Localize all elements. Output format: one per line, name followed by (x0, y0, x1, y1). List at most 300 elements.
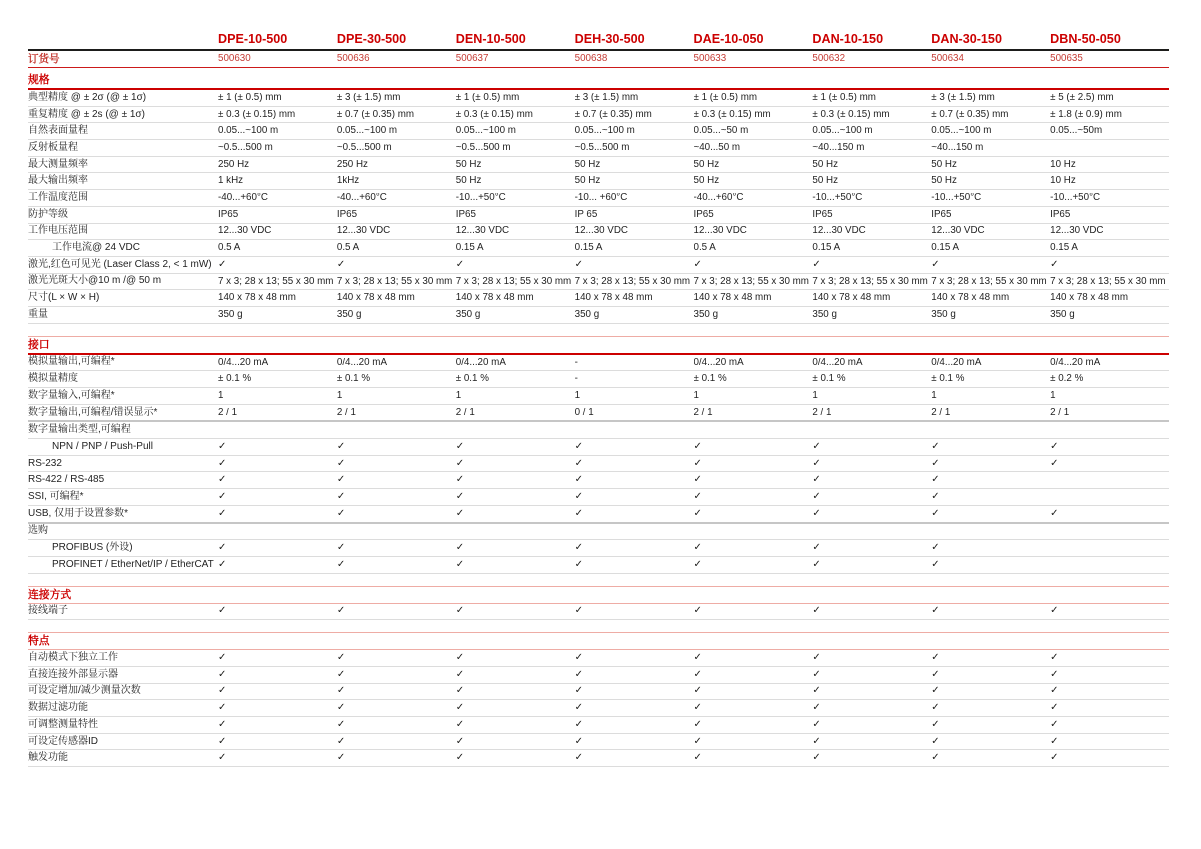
value-cell: 0.15 A (455, 243, 484, 253)
check-mark: ✓ (574, 606, 584, 617)
row-label: 模拟量精度 (28, 373, 78, 385)
value-cell: 0.15 A (812, 243, 841, 253)
check-mark: ✓ (931, 703, 940, 714)
value-cell: -10...+50°C (1050, 193, 1101, 203)
value-cell: 0.15 A (931, 243, 960, 253)
value-cell: 7 x 3; 28 x 13; 55 x 30 mm (336, 276, 453, 287)
value-cell: 140 x 78 x 48 mm (574, 293, 653, 303)
check-mark: ✓ (574, 703, 584, 714)
table-row (28, 650, 1169, 667)
value-cell: 350 g (812, 309, 837, 320)
value-cell: 50 Hz (693, 176, 720, 187)
check-mark: ✓ (1050, 508, 1059, 519)
value-cell: 0.5 A (693, 243, 716, 253)
value-cell: IP65 (931, 209, 952, 220)
check-mark: ✓ (693, 653, 702, 664)
table-row (28, 439, 1169, 456)
value-cell: 0.05...~100 m (455, 126, 516, 137)
section-title: 接口 (28, 336, 1169, 355)
check-mark: ✓ (336, 653, 346, 664)
value-cell: 0/4...20 mA (812, 357, 863, 368)
value-cell: 2 / 1 (812, 407, 832, 418)
table-row (28, 307, 1169, 324)
value-cell: 50 Hz (931, 159, 957, 170)
row-label: 反射板量程 (28, 141, 78, 153)
row-label: RS-422 / RS-485 (28, 474, 105, 486)
value-cell: ~40...150 m (812, 143, 865, 153)
value-cell: IP 65 (574, 209, 598, 220)
check-mark: ✓ (336, 753, 346, 764)
row-label: 防护等级 (28, 208, 68, 220)
check-mark: ✓ (693, 606, 702, 617)
value-cell: 50 Hz (455, 159, 482, 170)
check-mark: ✓ (812, 458, 821, 469)
check-mark: ✓ (218, 259, 227, 270)
row-label: 尺寸(L × W × H) (28, 292, 100, 304)
check-mark: ✓ (812, 719, 821, 730)
check-mark: ✓ (693, 736, 702, 747)
value-cell: 250 Hz (336, 159, 368, 170)
value-cell: 12...30 VDC (336, 226, 391, 237)
value-cell: 0/4...20 mA (693, 357, 744, 368)
value-cell: 350 g (336, 309, 362, 320)
value-cell: ~0.5...500 m (336, 143, 392, 153)
value-cell: ± 1 (± 0.5) mm (455, 92, 520, 103)
value-cell: ± 3 (± 1.5) mm (574, 92, 639, 103)
value-cell: 2 / 1 (693, 407, 713, 418)
value-cell: 2 / 1 (1050, 407, 1070, 418)
value-cell: 0 / 1 (574, 407, 594, 418)
value-cell: 1 (218, 390, 224, 401)
value-cell: 0.05...~50m (1050, 126, 1103, 137)
check-mark: ✓ (336, 719, 346, 730)
check-mark: ✓ (931, 543, 940, 554)
value-cell: 1 (455, 390, 462, 401)
row-label: 可设定增加/减少测量次数 (28, 685, 141, 697)
table-row (28, 290, 1169, 307)
value-cell: 7 x 3; 28 x 13; 55 x 30 mm (812, 276, 928, 287)
check-mark: ✓ (693, 441, 702, 452)
value-cell: 7 x 3; 28 x 13; 55 x 30 mm (931, 276, 1047, 287)
spec-table (28, 26, 1169, 767)
check-mark: ✓ (1050, 736, 1059, 747)
order-number: 500634 (931, 54, 964, 64)
row-label: 重复精度 @ ± 2s (@ ± 1σ) (28, 108, 145, 120)
check-mark: ✓ (455, 491, 465, 502)
check-mark: ✓ (218, 669, 227, 680)
check-mark: ✓ (336, 669, 346, 680)
column-header-model: DPE-30-500 (336, 32, 407, 47)
check-mark: ✓ (574, 653, 584, 664)
value-cell: -40...+60°C (218, 193, 268, 203)
table-row (28, 456, 1169, 473)
table-row (28, 524, 1169, 541)
row-label: 激光,红色可见光 (Laser Class 2, < 1 mW) (28, 258, 212, 270)
value-cell: - (574, 374, 578, 385)
table-row (28, 489, 1169, 506)
value-cell: 0.05...~100 m (336, 126, 398, 137)
value-cell: ± 1 (± 0.5) mm (693, 92, 758, 103)
value-cell: 140 x 78 x 48 mm (693, 293, 772, 303)
value-cell: 1 (931, 390, 937, 401)
value-cell: 140 x 78 x 48 mm (1050, 293, 1128, 303)
check-mark: ✓ (693, 543, 702, 554)
value-cell: -10...+50°C (931, 193, 982, 203)
check-mark: ✓ (574, 441, 584, 452)
check-mark: ✓ (336, 475, 346, 486)
value-cell: ± 5 (± 2.5) mm (1050, 92, 1114, 103)
check-mark: ✓ (812, 736, 821, 747)
check-mark: ✓ (1050, 686, 1059, 697)
table-row (28, 540, 1169, 557)
row-label: 典型精度 @ ± 2σ (@ ± 1σ) (28, 91, 147, 103)
table-row (28, 257, 1169, 274)
check-mark: ✓ (455, 475, 465, 486)
check-mark: ✓ (812, 559, 821, 570)
value-cell: ~0.5...500 m (218, 143, 273, 153)
table-row (28, 207, 1169, 224)
order-number: 500635 (1050, 54, 1083, 64)
check-mark: ✓ (931, 753, 940, 764)
value-cell: 0.5 A (218, 243, 241, 253)
check-mark: ✓ (693, 686, 702, 697)
check-mark: ✓ (812, 259, 821, 270)
row-label: 自然表面量程 (28, 125, 88, 137)
check-mark: ✓ (812, 508, 821, 519)
value-cell: 350 g (693, 309, 719, 320)
check-mark: ✓ (336, 491, 346, 502)
check-mark: ✓ (931, 719, 940, 730)
value-cell: 140 x 78 x 48 mm (336, 293, 415, 303)
check-mark: ✓ (218, 753, 227, 764)
check-mark: ✓ (1050, 606, 1059, 617)
check-mark: ✓ (574, 736, 584, 747)
check-mark: ✓ (931, 559, 940, 570)
value-cell: 7 x 3; 28 x 13; 55 x 30 mm (574, 276, 691, 287)
value-cell: 7 x 3; 28 x 13; 55 x 30 mm (455, 276, 572, 287)
value-cell: 1 kHz (218, 176, 244, 187)
value-cell: ± 0.1 % (218, 374, 252, 385)
value-cell: 2 / 1 (455, 407, 475, 418)
table-row (28, 422, 1169, 439)
row-label: 模拟量输出,可编程* (28, 356, 115, 368)
value-cell: 350 g (1050, 309, 1075, 320)
table-row (28, 700, 1169, 717)
check-mark: ✓ (455, 458, 465, 469)
check-mark: ✓ (574, 559, 584, 570)
row-label: NPN / PNP / Push-Pull (52, 440, 153, 452)
check-mark: ✓ (931, 653, 940, 664)
table-row (28, 140, 1169, 157)
check-mark: ✓ (931, 259, 940, 270)
value-cell: 12...30 VDC (574, 226, 628, 237)
order-number: 500632 (812, 54, 846, 64)
row-label: 数字量输出,可编程/错误显示* (28, 406, 158, 418)
check-mark: ✓ (812, 686, 821, 697)
check-mark: ✓ (455, 559, 465, 570)
check-mark: ✓ (218, 719, 227, 730)
check-mark: ✓ (812, 441, 821, 452)
value-cell: 140 x 78 x 48 mm (812, 293, 891, 303)
check-mark: ✓ (455, 753, 465, 764)
check-mark: ✓ (931, 606, 940, 617)
check-mark: ✓ (218, 508, 227, 519)
check-mark: ✓ (336, 703, 346, 714)
check-mark: ✓ (218, 475, 227, 486)
check-mark: ✓ (218, 491, 227, 502)
value-cell: 50 Hz (455, 176, 482, 187)
value-cell: IP65 (455, 209, 476, 220)
check-mark: ✓ (693, 703, 702, 714)
order-number: 500636 (336, 54, 370, 64)
check-mark: ✓ (693, 491, 702, 502)
check-mark: ✓ (574, 753, 584, 764)
check-mark: ✓ (574, 543, 584, 554)
value-cell: 0.05...~100 m (931, 126, 992, 137)
value-cell: ± 0.3 (± 0.15) mm (218, 109, 296, 120)
check-mark: ✓ (218, 441, 227, 452)
value-cell: -40...+60°C (336, 193, 387, 203)
check-mark: ✓ (812, 543, 821, 554)
value-cell: 12...30 VDC (931, 226, 985, 237)
table-row (28, 371, 1169, 388)
value-cell: 7 x 3; 28 x 13; 55 x 30 mm (1050, 276, 1166, 287)
value-cell: -10... +60°C (574, 193, 628, 203)
table-row (28, 750, 1169, 767)
value-cell: ± 3 (± 1.5) mm (931, 92, 995, 103)
table-row (28, 557, 1169, 574)
check-mark: ✓ (574, 475, 584, 486)
value-cell: 0.15 A (574, 243, 603, 253)
section-title: 特点 (28, 632, 1169, 650)
check-mark: ✓ (218, 736, 227, 747)
column-header-model: DEH-30-500 (574, 32, 645, 47)
value-cell: 2 / 1 (931, 407, 951, 418)
check-mark: ✓ (812, 475, 821, 486)
value-cell: 10 Hz (1050, 159, 1076, 170)
value-cell: 12...30 VDC (455, 226, 510, 237)
table-row (28, 684, 1169, 701)
check-mark: ✓ (931, 475, 940, 486)
value-cell: 140 x 78 x 48 mm (455, 293, 534, 303)
row-label: 选购 (28, 525, 48, 537)
value-cell: 1 (336, 390, 343, 401)
row-label: PROFINET / EtherNet/IP / EtherCAT (52, 558, 214, 570)
table-row (28, 173, 1169, 190)
value-cell: ± 0.1 % (812, 374, 846, 385)
check-mark: ✓ (812, 491, 821, 502)
table-row (28, 405, 1169, 423)
check-mark: ✓ (455, 441, 465, 452)
order-row-label: 订货号 (28, 52, 60, 65)
value-cell: ± 0.1 % (455, 374, 489, 385)
value-cell: 10 Hz (1050, 176, 1076, 187)
value-cell: IP65 (218, 209, 239, 220)
row-label: 最大测量频率 (28, 158, 88, 170)
check-mark: ✓ (336, 736, 346, 747)
table-row (28, 90, 1169, 107)
value-cell: ± 1 (± 0.5) mm (812, 92, 876, 103)
column-header-model: DEN-10-500 (455, 32, 526, 47)
value-cell: ± 0.3 (± 0.15) mm (693, 109, 771, 120)
value-cell: 0/4...20 mA (218, 357, 269, 368)
table-row (28, 734, 1169, 751)
value-cell: 12...30 VDC (218, 226, 272, 237)
value-cell: 50 Hz (931, 176, 957, 187)
check-mark: ✓ (336, 508, 346, 519)
check-mark: ✓ (455, 669, 465, 680)
value-cell: ± 0.3 (± 0.15) mm (812, 109, 890, 120)
check-mark: ✓ (1050, 259, 1059, 270)
value-cell: -10...+50°C (812, 193, 863, 203)
table-row (28, 224, 1169, 241)
row-label: USB, 仅用于设置参数* (28, 507, 129, 519)
check-mark: ✓ (218, 653, 227, 664)
table-row (28, 604, 1169, 621)
check-mark: ✓ (455, 543, 465, 554)
check-mark: ✓ (455, 686, 465, 697)
value-cell: 12...30 VDC (812, 226, 866, 237)
check-mark: ✓ (693, 259, 702, 270)
value-cell: 0.15 A (1050, 243, 1078, 253)
order-number: 500637 (455, 54, 489, 64)
check-mark: ✓ (693, 475, 702, 486)
row-label: 最大输出频率 (28, 175, 88, 187)
value-cell: ± 0.1 % (931, 374, 965, 385)
value-cell: 0/4...20 mA (931, 357, 982, 368)
order-number: 500638 (574, 54, 608, 64)
value-cell: 1kHz (336, 176, 360, 187)
check-mark: ✓ (931, 736, 940, 747)
value-cell: IP65 (336, 209, 358, 220)
value-cell: 50 Hz (812, 159, 838, 170)
check-mark: ✓ (574, 686, 584, 697)
value-cell: 50 Hz (693, 159, 720, 170)
table-row (28, 274, 1169, 291)
check-mark: ✓ (812, 753, 821, 764)
value-cell: -10...+50°C (455, 193, 506, 203)
value-cell: ± 0.1 % (336, 374, 371, 385)
column-header-model: DAN-30-150 (931, 32, 1002, 47)
check-mark: ✓ (455, 719, 465, 730)
check-mark: ✓ (574, 669, 584, 680)
value-cell: 1 (574, 390, 581, 401)
value-cell: ± 0.7 (± 0.35) mm (931, 109, 1009, 120)
value-cell: IP65 (693, 209, 714, 220)
check-mark: ✓ (693, 559, 702, 570)
table-row (28, 190, 1169, 207)
check-mark: ✓ (218, 543, 227, 554)
check-mark: ✓ (1050, 703, 1059, 714)
check-mark: ✓ (218, 458, 227, 469)
check-mark: ✓ (1050, 753, 1059, 764)
row-label: RS-232 (28, 457, 62, 469)
order-number-row (28, 51, 1169, 68)
value-cell: 12...30 VDC (1050, 226, 1104, 237)
value-cell: 12...30 VDC (693, 226, 747, 237)
value-cell: 2 / 1 (218, 407, 238, 418)
check-mark: ✓ (574, 719, 584, 730)
check-mark: ✓ (812, 703, 821, 714)
value-cell: IP65 (812, 209, 833, 220)
order-number: 500630 (218, 54, 251, 64)
table-row (28, 667, 1169, 684)
value-cell: ~40...50 m (693, 143, 741, 153)
value-cell: ~40...150 m (931, 143, 984, 153)
value-cell: 140 x 78 x 48 mm (931, 293, 1010, 303)
row-label: 数字量输入,可编程* (28, 389, 115, 401)
check-mark: ✓ (931, 441, 940, 452)
check-mark: ✓ (1050, 669, 1059, 680)
row-label: 工作电流@ 24 VDC (52, 242, 140, 254)
check-mark: ✓ (218, 606, 227, 617)
value-cell: 2 / 1 (336, 407, 356, 418)
value-cell: 50 Hz (574, 159, 601, 170)
check-mark: ✓ (336, 458, 346, 469)
column-header-model: DBN-50-050 (1050, 32, 1121, 47)
check-mark: ✓ (931, 669, 940, 680)
value-cell: 50 Hz (812, 176, 838, 187)
check-mark: ✓ (455, 508, 465, 519)
value-cell: ± 0.2 % (1050, 374, 1084, 385)
table-row (28, 506, 1169, 524)
row-label: 直接连接外部显示器 (28, 668, 118, 680)
check-mark: ✓ (812, 606, 821, 617)
check-mark: ✓ (455, 653, 465, 664)
check-mark: ✓ (693, 669, 702, 680)
value-cell: ± 0.3 (± 0.15) mm (455, 109, 533, 120)
value-cell: ± 0.7 (± 0.35) mm (574, 109, 652, 120)
row-label: SSI, 可编程* (28, 490, 84, 502)
value-cell: ± 0.7 (± 0.35) mm (336, 109, 415, 120)
check-mark: ✓ (336, 259, 346, 270)
value-cell: 7 x 3; 28 x 13; 55 x 30 mm (218, 276, 334, 287)
check-mark: ✓ (574, 508, 584, 519)
order-number: 500633 (693, 54, 727, 64)
value-cell: 350 g (218, 309, 243, 320)
value-cell: 140 x 78 x 48 mm (218, 293, 296, 303)
value-cell: 50 Hz (574, 176, 601, 187)
check-mark: ✓ (574, 259, 584, 270)
value-cell: 0/4...20 mA (455, 357, 506, 368)
row-label: 数据过滤功能 (28, 702, 88, 714)
table-row (28, 107, 1169, 124)
value-cell: 1 (693, 390, 699, 401)
value-cell: 0.05...~100 m (218, 126, 279, 137)
table-row (28, 717, 1169, 734)
table-row (28, 240, 1169, 257)
value-cell: 350 g (574, 309, 600, 320)
value-cell: ~0.5...500 m (455, 143, 511, 153)
check-mark: ✓ (574, 491, 584, 502)
check-mark: ✓ (455, 703, 465, 714)
column-header-model: DAE-10-050 (693, 32, 764, 47)
row-label: 接线端子 (28, 605, 68, 617)
row-label: 工作电压范围 (28, 225, 88, 237)
value-cell: 1 (812, 390, 818, 401)
check-mark: ✓ (336, 543, 346, 554)
section-title: 连接方式 (28, 586, 1169, 604)
check-mark: ✓ (812, 653, 821, 664)
check-mark: ✓ (336, 606, 346, 617)
check-mark: ✓ (218, 559, 227, 570)
row-label: 自动模式下独立工作 (28, 652, 118, 664)
row-label: 数字量输出类型,可编程 (28, 424, 131, 436)
table-row (28, 355, 1169, 372)
row-label: 工作温度范围 (28, 191, 88, 203)
value-cell: 0.05...~100 m (574, 126, 635, 137)
check-mark: ✓ (931, 686, 940, 697)
